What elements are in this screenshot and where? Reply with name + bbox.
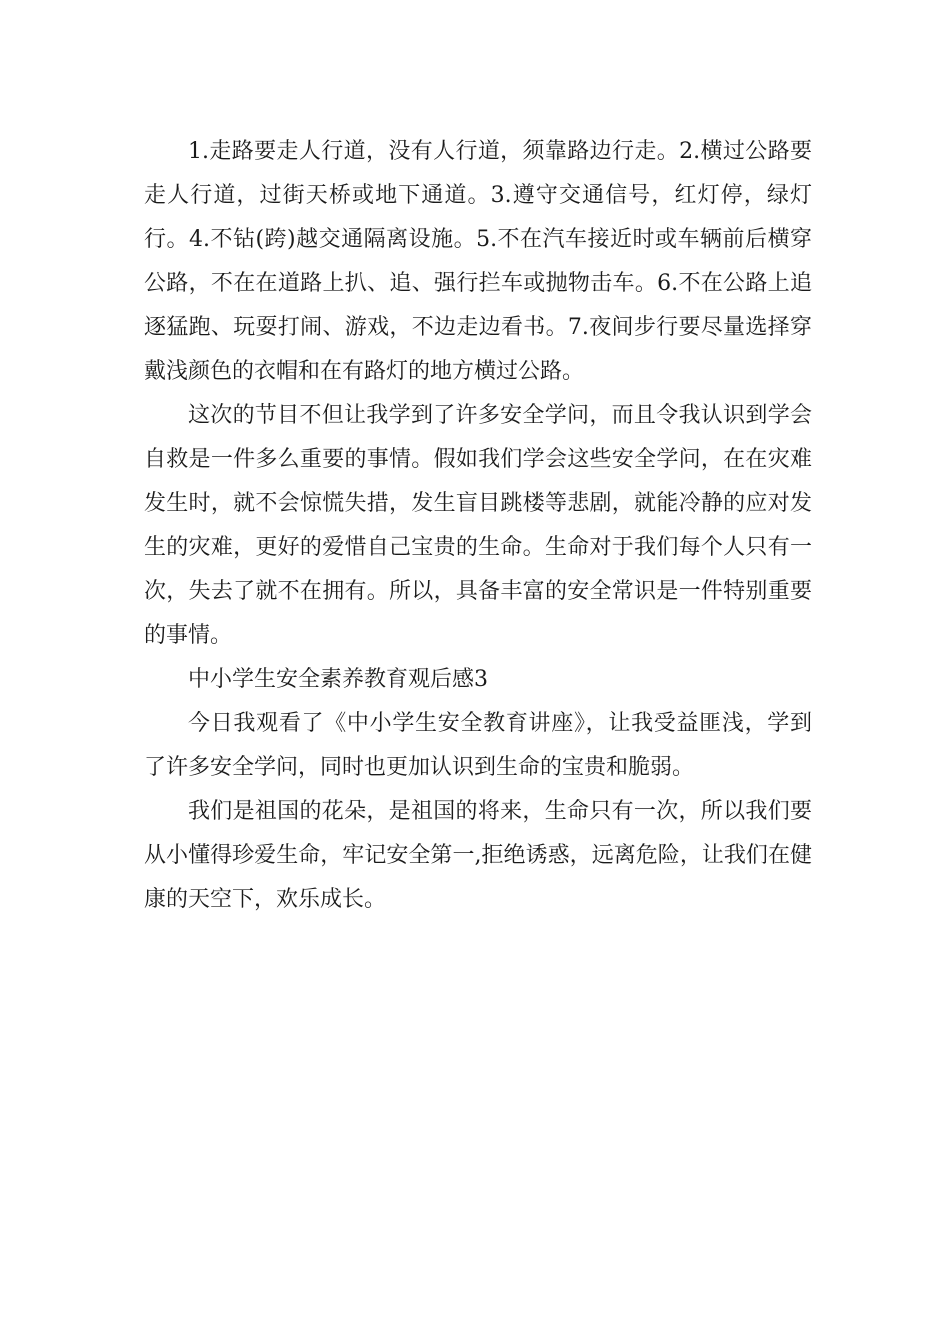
paragraph-traffic-rules: 1.走路要走人行道，没有人行道，须靠路边行走。2.横过公路要走人行道，过街天桥或地下通道。3.遵守交通信号，红灯停，绿灯行。4.不钻(跨)越交通隔离设施。5.不在汽车接近时或车辆前后横穿公路，不在在道路上扒、追、强行拦车或抛物击车。6.不在公路上追逐猛跑、玩耍打闹、游戏，不边走边看书。7.夜间步行要尽量选择穿戴浅颜色的衣帽和在有路灯的地方横过公路。 (144, 139, 812, 384)
paragraph-lecture-viewing: 今日我观看了《中小学生安全教育讲座》，让我受益匪浅，学到了许多安全学问，同时也更加认识到生命的宝贵和脆弱。 (144, 711, 812, 780)
paragraph-cherish-life: 我们是祖国的花朵，是祖国的将来，生命只有一次，所以我们要从小懂得珍爱生命，牢记安全第一,拒绝诱惑，远离危险，让我们在健康的天空下，欢乐成长。 (144, 799, 812, 912)
paragraph-program-reflection: 这次的节目不但让我学到了许多安全学问，而且令我认识到学会自救是一件多么重要的事情。假如我们学会这些安全学问，在在灾难发生时，就不会惊慌失措，发生盲目跳楼等悲剧，就能冷静的应对发生的灾难，更好的爱惜自己宝贵的生命。生命对于我们每个人只有一次，失去了就不在拥有。所以，具备丰富的安全常识是一件特别重要的事情。 (144, 403, 812, 648)
document-body (144, 130, 812, 922)
section-heading: 中小学生安全素养教育观后感3 (188, 667, 488, 692)
